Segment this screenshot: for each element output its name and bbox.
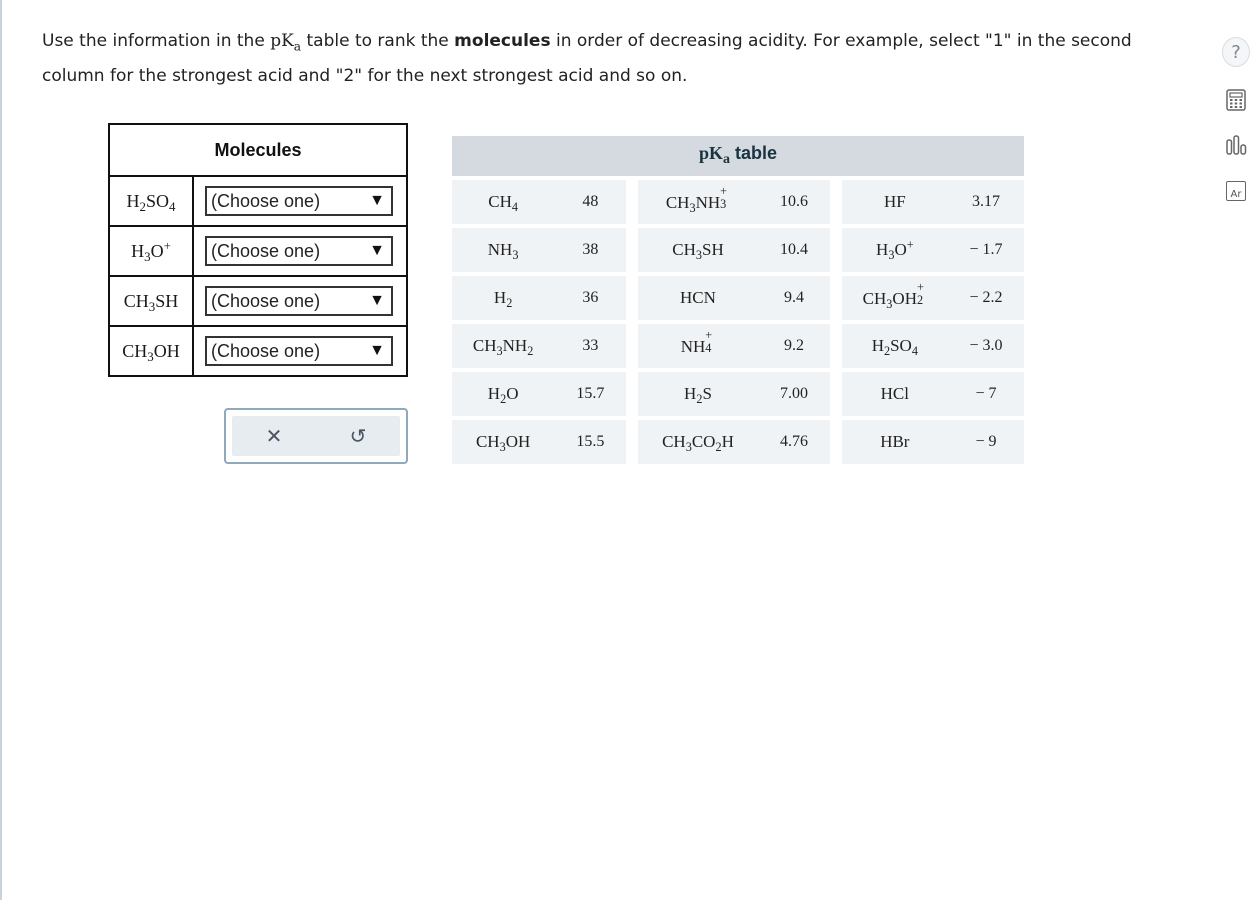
pka-row bbox=[452, 176, 1024, 224]
reset-button[interactable]: ↺ bbox=[349, 424, 367, 448]
pka-row bbox=[452, 320, 1024, 368]
pka-acid: $CH_3CO_2H$ bbox=[638, 416, 758, 464]
pka-value: 10.6 bbox=[758, 176, 830, 224]
pka-acid: $H_2SO_4$ bbox=[842, 320, 948, 368]
pka-acid: $CH_3NH_2$ bbox=[452, 320, 554, 368]
molecule-row-h2so4 bbox=[109, 176, 407, 226]
select-value: (Choose one) bbox=[211, 190, 321, 211]
question-instructions bbox=[42, 26, 1162, 91]
select-value: (Choose one) bbox=[211, 240, 321, 261]
pka-value: − 3.0 bbox=[948, 320, 1024, 368]
pka-acid: $CH_4$ bbox=[452, 176, 554, 224]
pka-value: 9.4 bbox=[758, 272, 830, 320]
pka-value: − 9 bbox=[948, 416, 1024, 464]
instructions-text-2: table to rank the bbox=[301, 31, 455, 51]
pka-acid: HCl bbox=[842, 368, 948, 416]
help-icon: ? bbox=[1222, 37, 1250, 67]
pka-acid: $CH_3OH$ bbox=[452, 416, 554, 464]
pka-value: 7.00 bbox=[758, 368, 830, 416]
pka-acid: $CH_3NH$ + 3 bbox=[638, 176, 758, 224]
instructions-bold: molecules bbox=[454, 31, 551, 51]
pka-value: 33 bbox=[554, 320, 626, 368]
molecule-name-h3o: $H_3O^+$ bbox=[109, 226, 193, 276]
pka-value: 10.4 bbox=[758, 224, 830, 272]
periodic-table-button[interactable] bbox=[1222, 177, 1250, 205]
molecule-name-h2so4: $H_2SO_4$ bbox=[109, 176, 193, 226]
calculator-icon bbox=[1226, 89, 1246, 111]
pka-acid: $NH_3$ bbox=[452, 224, 554, 272]
pka-acid: $H_3O^+$ bbox=[842, 224, 948, 272]
dropdown-arrow-icon: ▼ bbox=[369, 192, 385, 209]
answer-actions bbox=[224, 408, 408, 464]
dropdown-arrow-icon: ▼ bbox=[369, 342, 385, 359]
rank-select-h3o[interactable] bbox=[205, 236, 393, 266]
molecule-name-ch3sh: $CH_3SH$ bbox=[109, 276, 193, 326]
pka-acid: NH + 4 bbox=[638, 320, 758, 368]
pka-acid: $CH_3OH$ + 2 bbox=[842, 272, 948, 320]
pka-acid: HF bbox=[842, 176, 948, 224]
molecules-table bbox=[108, 123, 408, 377]
pka-acid: HBr bbox=[842, 416, 948, 464]
calculator-button[interactable] bbox=[1222, 86, 1250, 114]
molecules-header: Molecules bbox=[109, 124, 407, 176]
pka-acid: $H_2S$ bbox=[638, 368, 758, 416]
pka-value: 15.5 bbox=[554, 416, 626, 464]
rank-select-ch3sh[interactable] bbox=[205, 286, 393, 316]
molecule-name-ch3oh: $CH_3OH$ bbox=[109, 326, 193, 376]
molecule-row-ch3sh bbox=[109, 276, 407, 326]
pka-table-title: $pK_a$ table bbox=[452, 136, 1024, 176]
pka-row bbox=[452, 416, 1024, 464]
left-border bbox=[0, 0, 2, 900]
select-value: (Choose one) bbox=[211, 340, 321, 361]
pka-acid: $H_2O$ bbox=[452, 368, 554, 416]
pka-value: 36 bbox=[554, 272, 626, 320]
pka-row bbox=[452, 272, 1024, 320]
pka-value: 4.76 bbox=[758, 416, 830, 464]
data-button[interactable] bbox=[1222, 131, 1250, 159]
pka-value: − 2.2 bbox=[948, 272, 1024, 320]
pka-value: 3.17 bbox=[948, 176, 1024, 224]
pka-acid: $H_2$ bbox=[452, 272, 554, 320]
instructions-text-3: in order of decreasing acidity. For example, select "1" in the second column for the strongest acid and "2" for the next strongest acid and so on. bbox=[42, 31, 1132, 87]
dropdown-arrow-icon: ▼ bbox=[369, 242, 385, 259]
pka-value: 38 bbox=[554, 224, 626, 272]
pka-value: − 1.7 bbox=[948, 224, 1024, 272]
instructions-text-1: Use the information in the bbox=[42, 31, 271, 51]
dropdown-arrow-icon: ▼ bbox=[369, 292, 385, 309]
pka-acid: $CH_3SH$ bbox=[638, 224, 758, 272]
bar-chart-icon bbox=[1225, 134, 1247, 156]
rank-select-ch3oh[interactable] bbox=[205, 336, 393, 366]
pka-value: 15.7 bbox=[554, 368, 626, 416]
rank-select-h2so4[interactable] bbox=[205, 186, 393, 216]
pka-value: − 7 bbox=[948, 368, 1024, 416]
periodic-table-icon: Ar bbox=[1226, 181, 1246, 201]
pka-table bbox=[452, 136, 1024, 464]
help-button[interactable] bbox=[1222, 38, 1250, 66]
pka-symbol: $pK_a$ bbox=[270, 31, 302, 54]
pka-row bbox=[452, 368, 1024, 416]
molecule-row-ch3oh bbox=[109, 326, 407, 376]
pka-value: 9.2 bbox=[758, 320, 830, 368]
clear-button[interactable]: ✕ bbox=[265, 424, 283, 448]
pka-value: 48 bbox=[554, 176, 626, 224]
pka-row bbox=[452, 224, 1024, 272]
molecule-row-h3o bbox=[109, 226, 407, 276]
select-value: (Choose one) bbox=[211, 290, 321, 311]
pka-acid: HCN bbox=[638, 272, 758, 320]
